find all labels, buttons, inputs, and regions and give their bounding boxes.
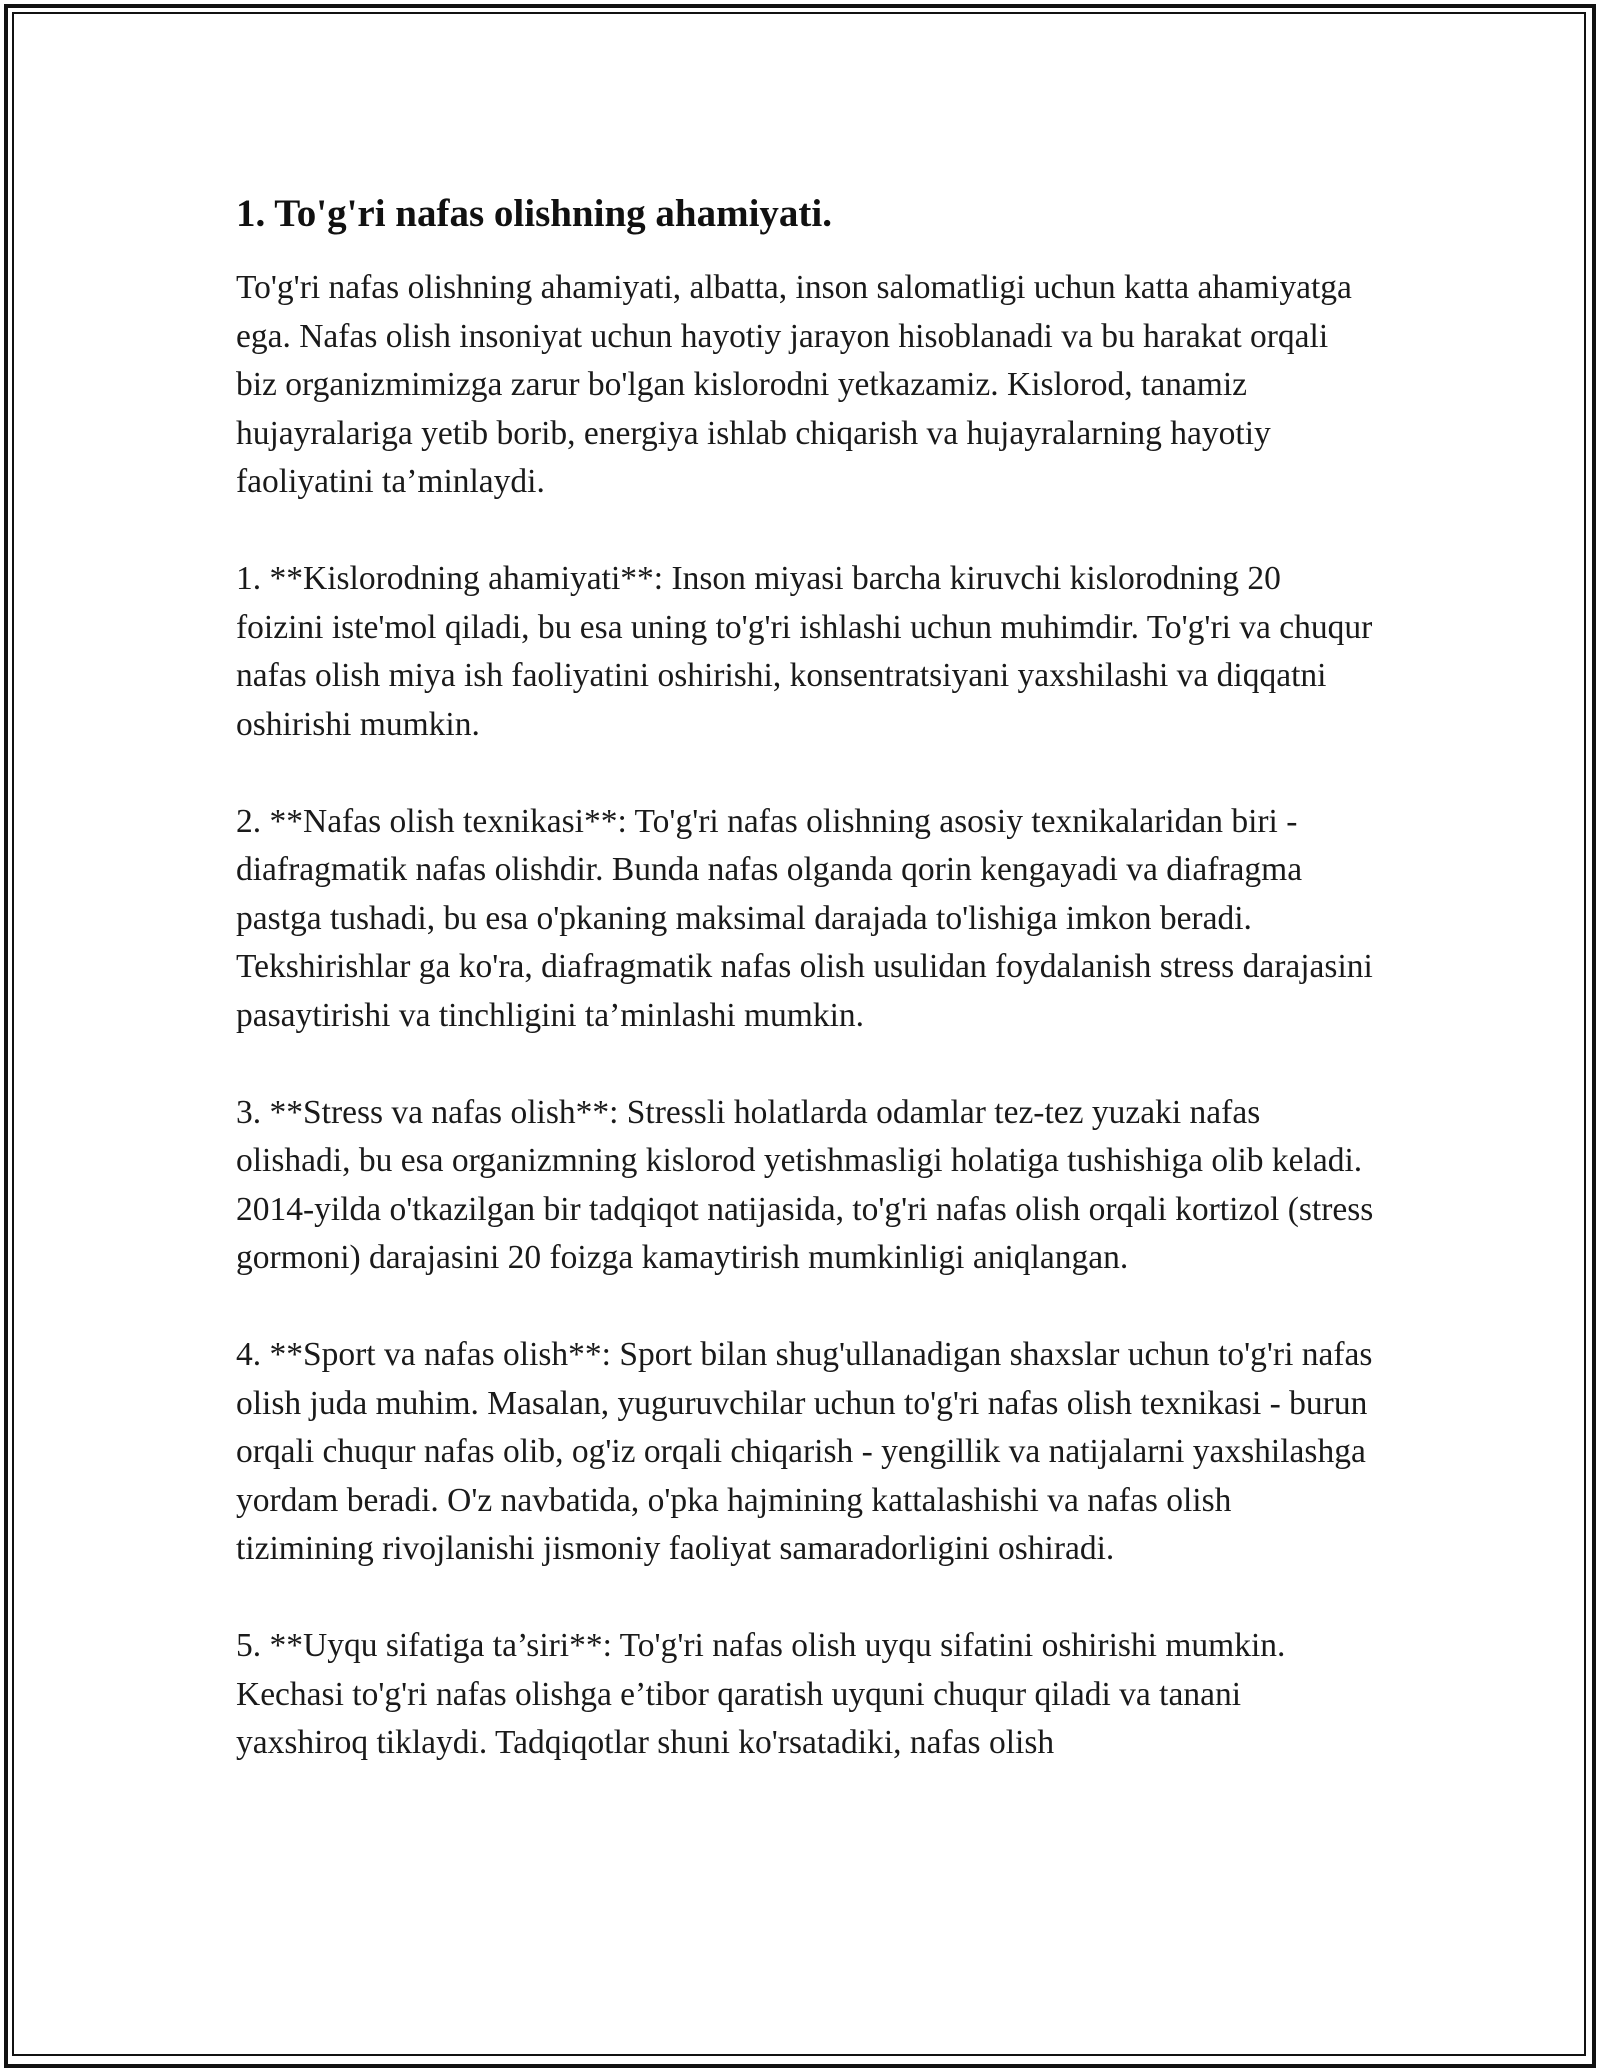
paragraph-sleep-quality: 5. **Uyqu sifatiga ta’siri**: To'g'ri nafas olish uyqu sifatini oshirishi mumkin. Kechasi to'g'ri nafas olishga e’tibor qaratish uyquni chuqur qiladi va tanani yaxshiroq tiklaydi. Tadqiqotlar shuni ko'rsatadiki, nafas olish [236,1627,1286,1761]
paragraph-intro: To'g'ri nafas olishning ahamiyati, albatta, inson salomatligi uchun katta ahamiyatga ega. Nafas olish insoniyat uchun hayotiy jarayon hisoblanadi va bu harakat orqali biz organizmimizga zarur bo'lgan kislorodni yetkazamiz. Kislorod, tanamiz hujayralariga yetib borib, energiya ishlab chiqarish va hujayralarning hayotiy faoliyatini ta’minlaydi. [236,269,1352,500]
paragraph-stress-and-breathing: 3. **Stress va nafas olish**: Stressli holatlarda odamlar tez-tez yuzaki nafas olishadi, bu esa organizmning kislorod yetishmasligi holatiga tushishiga olib keladi. 2014-yilda o'tkazilgan bir tadqiqot natijasida, to'g'ri nafas olish orqali kortizol (stress gormoni) darajasini 20 foizga kamaytirish mumkinligi aniqlangan. [236,1093,1374,1276]
page-title: 1. To'g'ri nafas olishning ahamiyati. [236,192,832,235]
document-body [236,186,1376,1816]
paragraph-breathing-technique: 2. **Nafas olish texnikasi**: To'g'ri nafas olishning asosiy texnikalaridan biri - diafragmatik nafas olishdir. Bunda nafas olganda qorin kengayadi va diafragma pastga tushadi, bu esa o'pkaning maksimal darajada to'lishiga imkon beradi. Tekshirishlar ga ko'ra, diafragmatik nafas olish usulidan foydalanish stress darajasini pasaytirishi va tinchligini ta’minlashi mumkin. [236,802,1373,1034]
paragraph-sport-and-breathing: 4. **Sport va nafas olish**: Sport bilan shug'ullanadigan shaxslar uchun to'g'ri nafas olish juda muhim. Masalan, yuguruvchilar uchun to'g'ri nafas olish texnikasi - burun orqali chuqur nafas olib, og'iz orqali chiqarish - yengillik va natijalarni yaxshilashga yordam beradi. O'z navbatida, o'pka hajmining kattalashishi va nafas olish tizimining rivojlanishi jismoniy faoliyat samaradorligini oshiradi. [236,1336,1373,1567]
paragraph-oxygen-importance: 1. **Kislorodning ahamiyati**: Inson miyasi barcha kiruvchi kislorodning 20 foizini iste'mol qiladi, bu esa uning to'g'ri ishlashi uchun muhimdir. To'g'ri va chuqur nafas olish miya ish faoliyatini oshirishi, konsentratsiyani yaxshilashi va diqqatni oshirishi mumkin. [236,560,1373,743]
